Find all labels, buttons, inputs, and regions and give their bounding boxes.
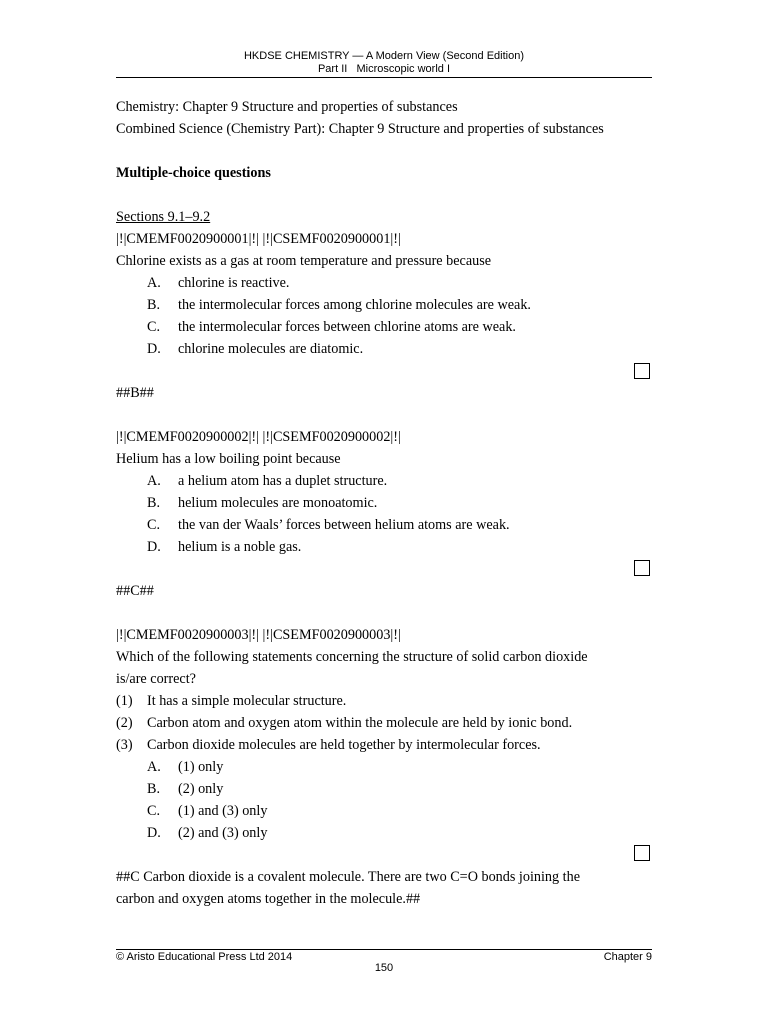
copyright-notice: © Aristo Educational Press Ltd 2014 <box>116 951 293 963</box>
question-code: |!|CMEMF0020900002|!| |!|CSEMF0020900002|!| <box>116 429 401 445</box>
header-subtitle: Part II Microscopic world I <box>317 63 451 75</box>
answer-explanation-continued: carbon and oxygen atoms together in the molecule.## <box>116 891 421 907</box>
answer-explanation: ##C Carbon dioxide is a covalent molecule. There are two C=O bonds joining the <box>116 869 581 885</box>
question-stem-continued: is/are correct? <box>116 671 196 687</box>
question-2 <box>116 426 656 602</box>
combined-science-chapter-line: Combined Science (Chemistry Part): Chapter 9 Structure and properties of substances <box>116 121 604 137</box>
option-d: D. chlorine molecules are diatomic. <box>147 341 364 357</box>
answer-checkbox-q2[interactable] <box>634 560 650 576</box>
answer-checkbox-q1[interactable] <box>634 363 650 379</box>
question-code: |!|CMEMF0020900003|!| |!|CSEMF0020900003|!| <box>116 627 401 643</box>
option-c: C. the van der Waals’ forces between helium atoms are weak. <box>147 517 510 533</box>
option-c: C. the intermolecular forces between chlorine atoms are weak. <box>147 319 516 335</box>
header-title: HKDSE CHEMISTRY — A Modern View (Second Edition) <box>243 50 524 62</box>
chapter-label: Chapter 9 <box>603 951 652 963</box>
option-b: B. helium molecules are monoatomic. <box>147 495 378 511</box>
option-d: D. (2) and (3) only <box>147 825 268 841</box>
page-header <box>116 50 652 76</box>
statement-2: (2) Carbon atom and oxygen atom within the molecule are held by ionic bond. <box>116 715 573 731</box>
option-b: B. the intermolecular forces among chlorine molecules are weak. <box>147 297 531 313</box>
option-a: A. chlorine is reactive. <box>147 275 290 291</box>
option-a: A. (1) only <box>147 759 224 775</box>
question-3 <box>116 624 656 910</box>
footer-divider <box>116 949 652 950</box>
question-code: |!|CMEMF0020900001|!| |!|CSEMF0020900001|!| <box>116 231 401 247</box>
statement-1: (1) It has a simple molecular structure. <box>116 693 347 709</box>
option-a: A. a helium atom has a duplet structure. <box>147 473 388 489</box>
statement-3: (3) Carbon dioxide molecules are held together by intermolecular forces. <box>116 737 541 753</box>
section-heading: Multiple-choice questions <box>116 165 271 181</box>
question-stem: Chlorine exists as a gas at room temperature and pressure because <box>116 253 492 269</box>
header-divider <box>116 77 652 78</box>
document-body <box>116 96 656 910</box>
sections-label: Sections 9.1–9.2 <box>116 209 211 225</box>
chemistry-chapter-line: Chemistry: Chapter 9 Structure and properties of substances <box>116 99 458 115</box>
answer-checkbox-q3[interactable] <box>634 845 650 861</box>
question-stem: Helium has a low boiling point because <box>116 451 341 467</box>
page-number: 150 <box>374 962 394 974</box>
question-1 <box>116 228 656 404</box>
option-b: B. (2) only <box>147 781 224 797</box>
answer-key: ##C## <box>116 583 154 599</box>
answer-key: ##B## <box>116 385 154 401</box>
option-d: D. helium is a noble gas. <box>147 539 302 555</box>
question-stem: Which of the following statements concerning the structure of solid carbon dioxide <box>116 649 588 665</box>
option-c: C. (1) and (3) only <box>147 803 268 819</box>
